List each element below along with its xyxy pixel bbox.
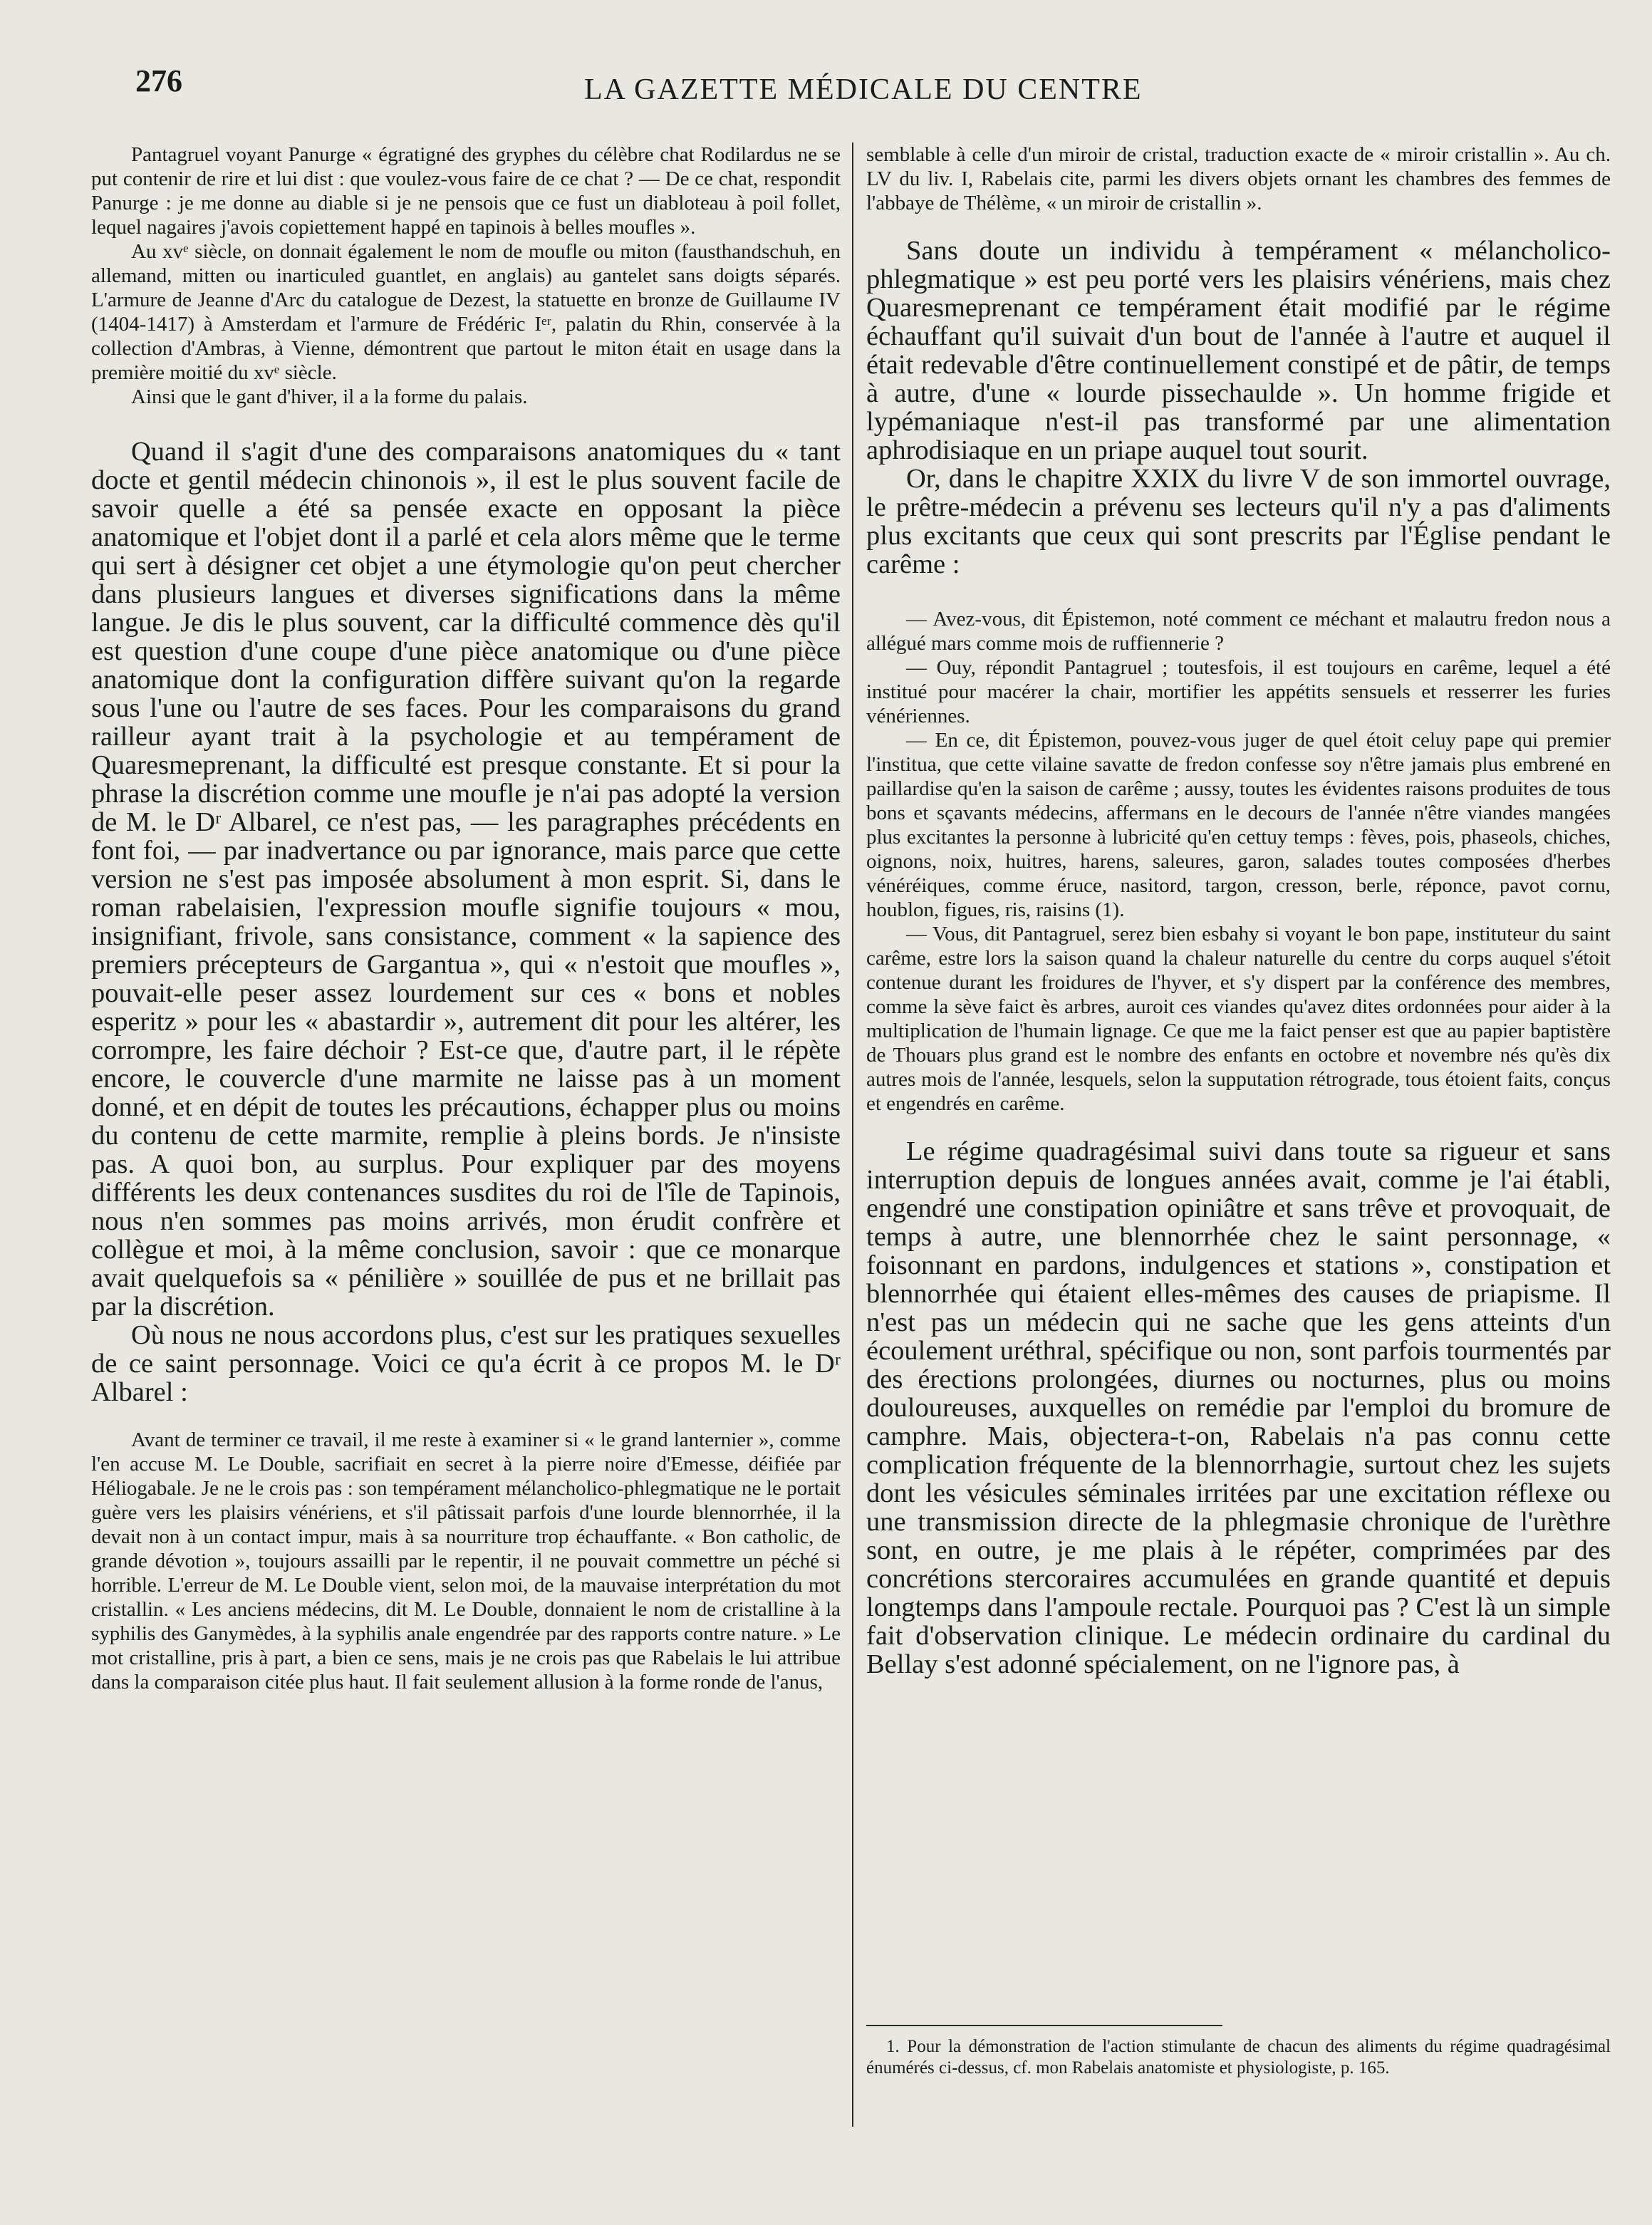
page-number: 276 [135,63,182,98]
running-title: LA GAZETTE MÉDICALE DU CENTRE [584,73,1143,106]
quote-moufle-history: Au xvᵉ siècle, on donnait également le nom de moufle ou miton (fausthandschuh, en allemand, mitten ou inarticuled guantlet, en anglais) au gantelet sans doigts séparés. L'armure de Jeanne d'Arc du catalogue de Dezest, la statuette en bronze de Guillaume IV (1404-1417) à Amsterdam et l'armure de Frédéric Iᵉʳ, palatin du Rhin, conservée à la collection d'Ambras, à Vienne, démontrent que partout le miton était en usage dans la première moitié du xvᵉ siècle. [91,240,841,384]
left-column [91,142,841,1694]
dialogue-epistemon-2: — En ce, dit Épistemon, pouvez-vous juger de quel étoit celuy pape qui premier l'institua, que cette vilaine savatte de fredon confesse soy n'être jamais plus embrené en paillardise qu'en la saison de carême ; aussy, toutes les évidentes raisons produites de tous bons et sçavants médecins, affermans en le decours de l'année n'être viandes mangées plus excitantes la personne à lubricité qu'en cettuy temps : fèves, pois, phaseols, chiches, oignons, noix, huitres, harens, saleures, garon, salades toutes composées d'herbes vénéréiques, comme éruce, nasitord, targon, cresson, berle, réponce, pavot cornu, houblon, figues, ris, raisins (1). [866,729,1611,921]
quote-panurge: Pantagruel voyant Panurge « égratigné des gryphes du célèbre chat Rodilardus ne se put contenir de rire et lui dist : que voulez-vous faire de ce chat ? — De ce chat, respondit Panurge : je me donne au diable si je ne pensois que ce fust un diabloteau à poil follet, lequel nagaires j'avois copiettement happé en tapinois à belles moufles ». [91,143,841,239]
quote-albarel: Avant de terminer ce travail, il me reste à examiner si « le grand lanternier », comme l'en accuse M. Le Double, sacrifiait en secret à la pierre noire d'Emesse, déifiée par Héliogabale. Je ne le crois pas : son tempérament mélancholico-phlegmatique ne le portait guère vers les plaisirs vénériens, et s'il pâtissait parfois d'une lourde blennorrhée, il la devait non à un contact impur, mais à sa nourriture trop échauffante. « Bon catholic, de grande dévotion », toujours assailli par le repentir, il ne pouvait commettre un péché si horrible. L'erreur de M. Le Double vient, selon moi, de la mauvaise interprétation du mot cristallin. « Les anciens médecins, dit M. Le Double, donnaient le nom de cristalline à la syphilis des Ganymèdes, à la syphilis anale engendrée par des rapports contre nature. » Le mot cristalline, pris à part, a bien ce sens, mais je ne crois pas que Rabelais le lui attribue dans la comparaison citée plus haut. Il fait seulement allusion à la forme ronde de l'anus, [91,1428,841,1694]
column-divider [852,142,853,2127]
quote-albarel-continued: semblable à celle d'un miroir de cristal, traduction exacte de « miroir cristallin ». Au ch. LV du liv. I, Rabelais cite, parmi les divers objets ornant les chambres des femmes de l'abbaye de Thélème, « un miroir de cristallin ». [866,143,1611,214]
footnote: 1. Pour la démonstration de l'action stimulante de chacun des aliments du régime quadragésimal énumérés ci-dessus, cf. mon Rabelais anatomiste et physiologiste, p. 165. [866,2037,1611,2078]
quote-gant: Ainsi que le gant d'hiver, il a la forme du palais. [131,385,528,408]
footnote-rule [866,2025,1222,2026]
dialogue-epistemon-1: — Avez-vous, dit Épistemon, noté comment ce méchant et malautru fredon nous a allégué mars comme mois de ruffiennerie ? [866,608,1611,655]
body-paragraph-5: Le régime quadragésimal suivi dans toute sa rigueur et sans interruption depuis de longues années avait, comme je l'ai établi, engendré une constipation opiniâtre et sans trêve et provoquait, de temps à autre, une blennorrhée chez le saint personnage, « foisonnant en pardons, indulgences et stations », constipation et blennorrhée qui étaient elles-mêmes des causes de priapisme. Il n'est pas un médecin qui ne sache que les gens atteints d'un écoulement uréthral, spécifique ou non, sont parfois tourmentés par des érections prolongées, diurnes ou nocturnes, plus ou moins douloureuses, auxquelles on remédie par l'emploi du bromure de camphre. Mais, objectera-t-on, Rabelais n'a pas connu cette complication fréquente de la blennorrhagie, surtout chez les sujets dont les vésicules séminales irritées par une excitation réflexe ou une transmission directe de la phlegmasie chronique de l'urèthre sont, en outre, je me plais à le répéter, comprimées par des concrétions stercoraires accumulées en grande quantité et depuis longtemps dans l'ampoule rectale. Pourquoi pas ? C'est là un simple fait d'observation clinique. Le médecin ordinaire du cardinal du Bellay s'est adonné spécialement, on ne l'ignore pas, à [866,1136,1611,1679]
dialogue-pantagruel-1: — Ouy, répondit Pantagruel ; toutesfois, il est toujours en carême, lequel a été institué pour macérer la chair, mortifier les appétits sensuels et resserrer les furies vénériennes. [866,656,1611,727]
body-paragraph-1: Quand il s'agit d'une des comparaisons anatomiques du « tant docte et gentil médecin chinonois », il est le plus souvent facile de savoir quelle a été sa pensée exacte en opposant la pièce anatomique et l'objet dont il a parlé et cela alors même que le terme qui sert à désigner cet objet a une étymologie qu'on peut chercher dans plusieurs langues et diverses significations dans la même langue. Je dis le plus souvent, car la difficulté commence dès qu'il est question d'une coupe d'une pièce anatomique ou d'une pièce anatomique dont la configuration diffère suivant qu'on la regarde sous l'une ou l'autre de ses faces. Pour les comparaisons du grand railleur ayant trait à la psychologie et au tempérament de Quaresmeprenant, la difficulté est presque constante. Et si pour la phrase la discrétion comme une moufle je n'ai pas adopté la version de M. le Dʳ Albarel, ce n'est pas, — les paragraphes précédents en font foi, — par inadvertance ou par ignorance, mais parce que cette version ne s'est pas imposée absolument à mon esprit. Si, dans le roman rabelaisien, l'expression moufle signifie toujours « mou, insignifiant, frivole, sans consistance, comment « la sapience des premiers précepteurs de Gargantua », qui « n'estoit que moufles », pouvait-elle peser assez lourdement sur ces « bons et nobles esperitz » pour les « abastardir », autrement dit pour les altérer, les corrompre, les faire déchoir ? Est-ce que, d'autre part, il le répète encore, le couvercle d'une marmite ne laisse pas à un moment donné, et en dépit de toutes les précautions, échapper plus ou moins du contenu de cette marmite, remplie à pleins bords. Je n'insiste pas. A quoi bon, au surplus. Pour expliquer par des moyens différents les deux contenances susdites du roi de l'île de Tapinois, nous n'en sommes pas moins arrivés, mon érudit confrère et collègue et moi, à la même conclusion, savoir : que ce monarque avait quelquefois sa « pénilière » souillée de pus et ne brillait pas par la discrétion. [91,437,841,1322]
dialogue-pantagruel-2: — Vous, dit Pantagruel, serez bien esbahy si voyant le bon pape, instituteur du saint carême, estre lors la saison quand la chaleur naturelle du centre du corps auquel s'étoit contenue durant les froidures de l'hyver, et s'y dispert par la conférence des membres, comme la sève faict ès arbres, auroit ces viandes qu'avez dites ordonnées pour aider à la multiplication de l'humain lignage. Ce que me la faict penser est que au papier baptistère de Thouars plus grand est le nombre des enfants en octobre et novembre nés qu'ès dix autres mois de l'année, lesquels, selon la supputation rétrograde, tous étoient faits, conçus et engendrés en carême. [866,923,1611,1115]
body-paragraph-3: Sans doute un individu à tempérament « mélancholico-phlegmatique » est peu porté vers les plaisirs vénériens, mais chez Quaresmeprenant ce tempérament était modifié par le régime échauffant qu'il suivait d'un bout de l'année à l'autre et auquel il était redevable d'être continuellement constipé et de pâtir, de temps à autre, d'une « lourde pissechaulde ». Un homme frigide et lypémaniaque n'est-il pas transformé par une alimentation aphrodisiaque en un priape auquel tout sourit. [866,236,1611,465]
right-column [866,142,1611,1679]
body-paragraph-4: Or, dans le chapitre XXIX du livre V de son immortel ouvrage, le prêtre-médecin a prévenu ses lecteurs qu'il n'y a pas d'aliments plus excitants que ceux qui sont prescrits par l'Église pendant le carême : [866,464,1611,579]
body-paragraph-2: Où nous ne nous accordons plus, c'est sur les pratiques sexuelles de ce saint personnage. Voici ce qu'a écrit à ce propos M. le Dʳ Albarel : [91,1320,841,1407]
